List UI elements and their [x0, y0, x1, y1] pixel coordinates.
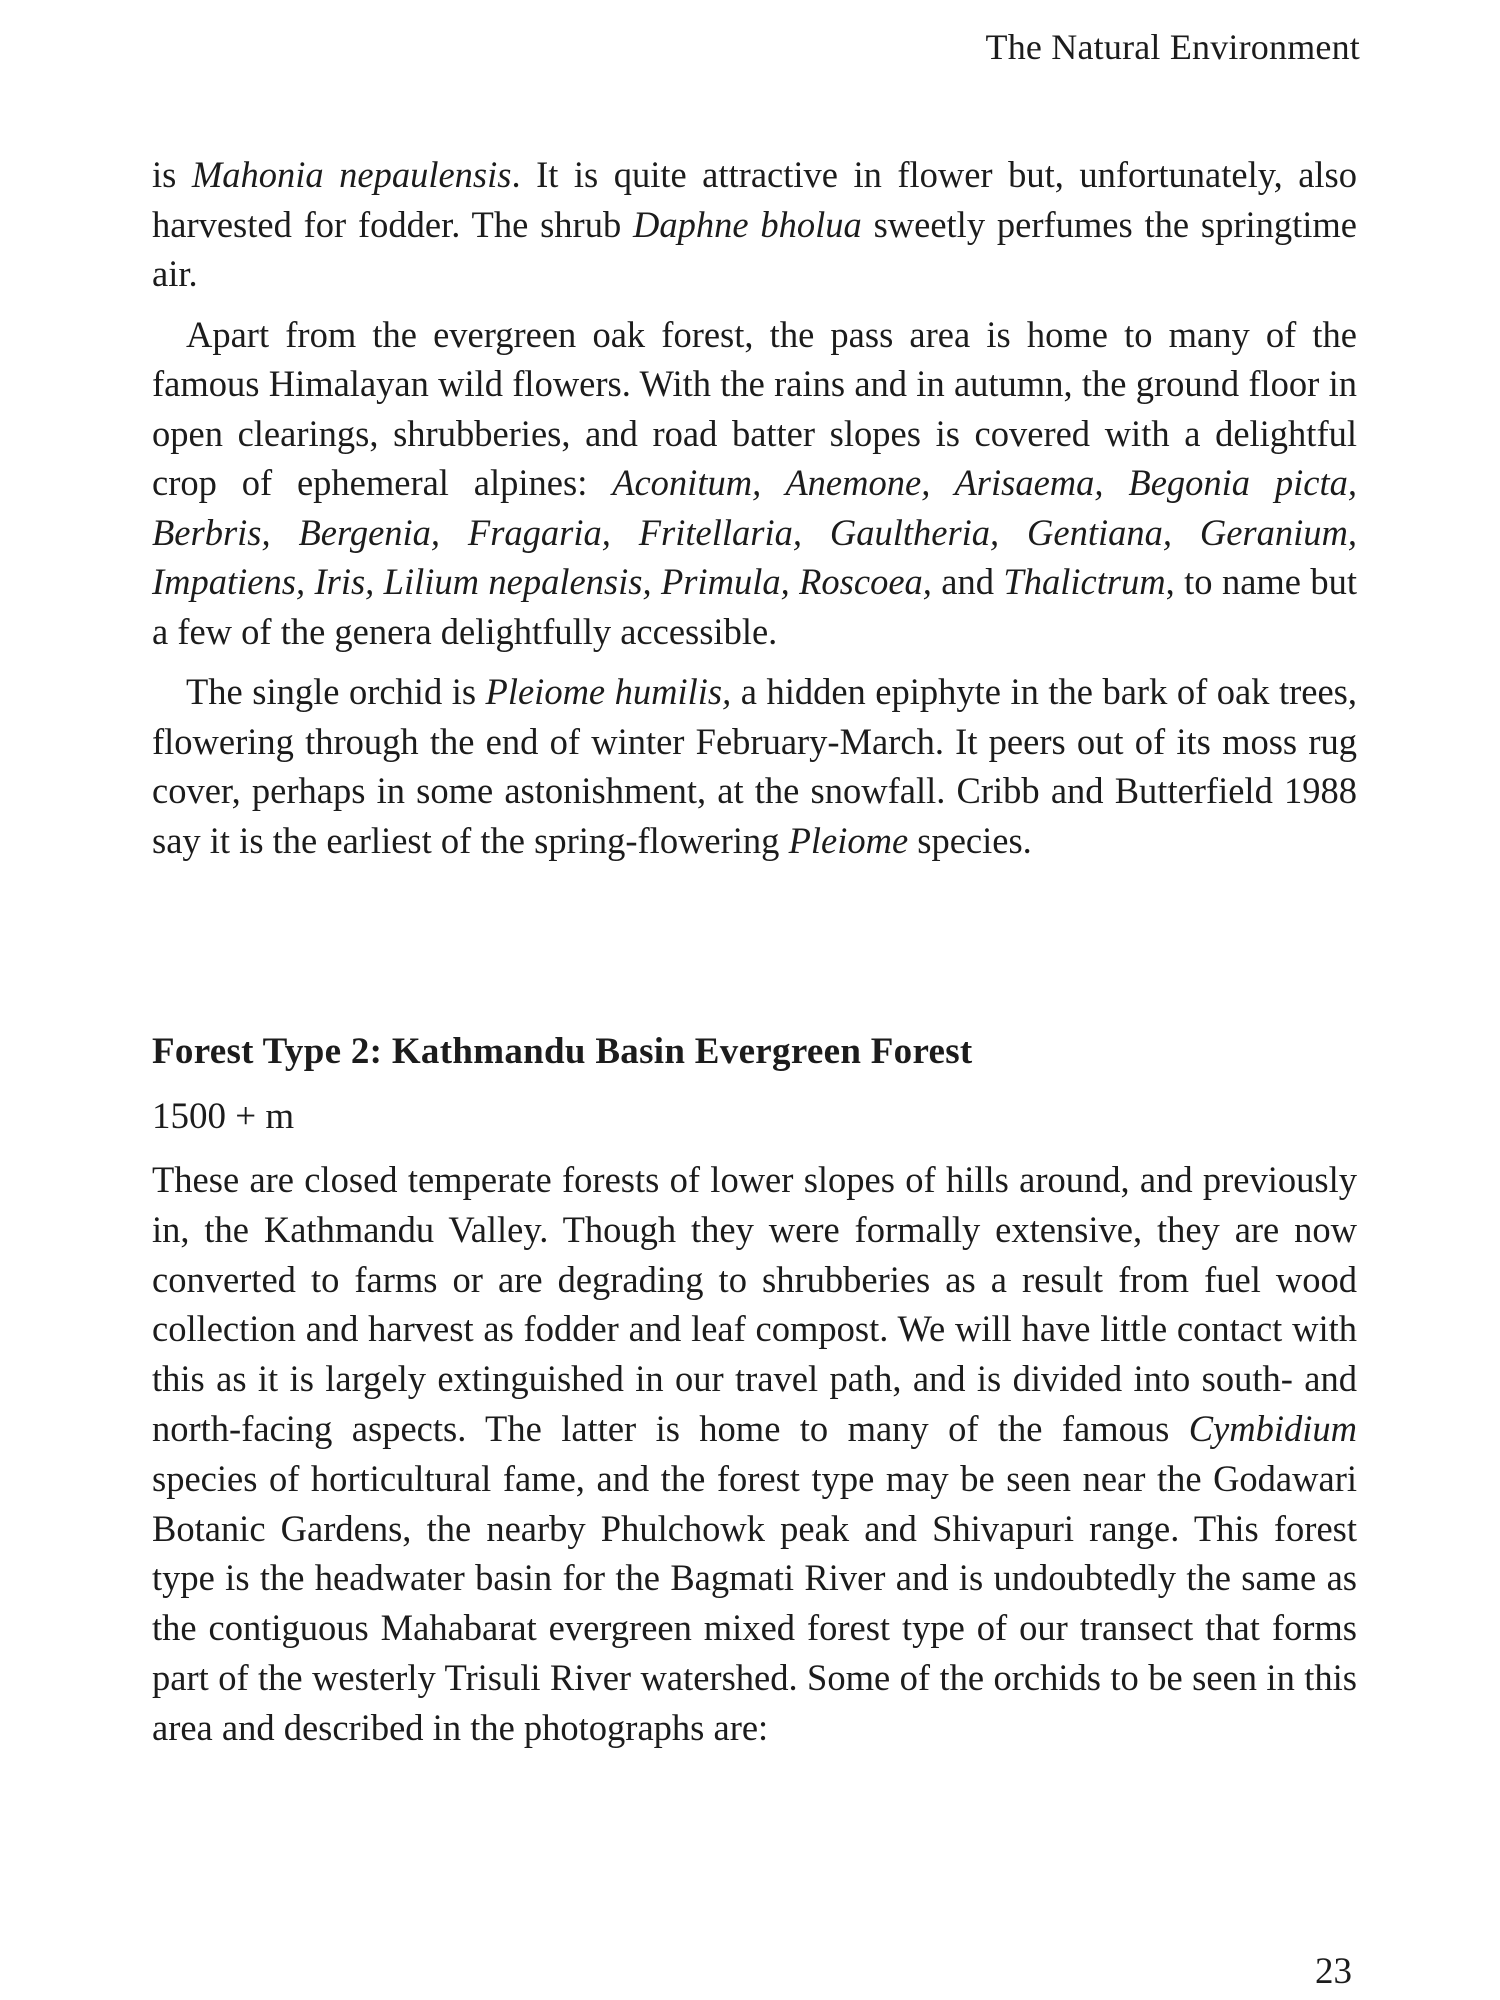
text: a hidden epiphyte in the bark of oak trees, flowering through the end of winter February-March. It peers out of its moss rug cover, perhaps in some astonishment, at the snowfall. Cribb and Butterfield 1988 say it is the earliest of the spring-flowering [152, 671, 1357, 861]
running-head: The Natural Environment [985, 27, 1360, 67]
species-name: Daphne bholua [633, 203, 862, 245]
page-number: 23 [1315, 1951, 1352, 1992]
text: species of horticultural fame, and the forest type may be seen near the Godawari Botanic Gardens, the nearby Phulchowk peak and Shivapuri range. This forest type is the headwater basin for the Bagmati River and is undoubtedly the same as the contiguous Mahabarat evergreen mixed forest type of our transect that forms part of the westerly Trisuli River watershed. Some of the orchids to be seen in this area and described in the photographs are: [152, 1457, 1357, 1748]
species-name: Mahonia nepaulensis [191, 154, 512, 195]
text: and [931, 561, 1004, 602]
species-name: Pleiome humilis, [485, 671, 732, 712]
text: sweetly perfumes the springtime air. [152, 203, 1357, 294]
section-heading: Forest Type 2: Kathmandu Basin Evergreen Forest [152, 1031, 973, 1072]
elevation-label: 1500 + m [152, 1096, 295, 1137]
genera-list: Aconitum, Anemone, Arisaema, Begonia picta, Berbris, Bergenia, Fragaria, Fritellaria, Gaultheria, Gentiana, Geranium, Impatiens, Iris, Lilium nepalensis, Primula, Roscoea, [152, 462, 1357, 602]
text: These are closed temperate forests of lower slopes of hills around, and previously in, the Kathmandu Valley. Though they were formally extensive, they are now converted to farms or are degrading to shrubberies as a result from fuel wood collection and harvest as fodder and leaf compost. We will have little contact with this as it is largely extinguished in our travel path, and is divided into south- and north-facing aspects. The latter is home to many of the famous [152, 1159, 1357, 1449]
paragraph-wild-flowers [152, 310, 1357, 657]
paragraph-mahonia [152, 150, 1357, 299]
text: . It is quite attractive in flower but, unfortunately, also harvested for fodder. The shrub [152, 154, 1358, 245]
text: species. [908, 819, 1032, 861]
body-text [152, 150, 1357, 865]
species-name: Pleiome [788, 819, 909, 861]
paragraph-kathmandu-forest [152, 1155, 1357, 1753]
text: Apart from the evergreen oak forest, the pass area is home to many of the famous Himalayan wild flowers. With the rains and in autumn, the ground floor in open clearings, shrubberies, and road batter slopes is covered with a delightful crop of ephemeral alpines: [152, 313, 1357, 503]
text: The single orchid is [186, 671, 486, 712]
text: , to name but a few of the genera delightfully accessible. [152, 561, 1358, 652]
section-body [152, 1155, 1357, 1753]
species-name: Cymbidium [1188, 1407, 1357, 1449]
text: is [152, 154, 192, 195]
paragraph-orchid [152, 667, 1357, 865]
species-name: Thalictrum [1003, 561, 1166, 602]
